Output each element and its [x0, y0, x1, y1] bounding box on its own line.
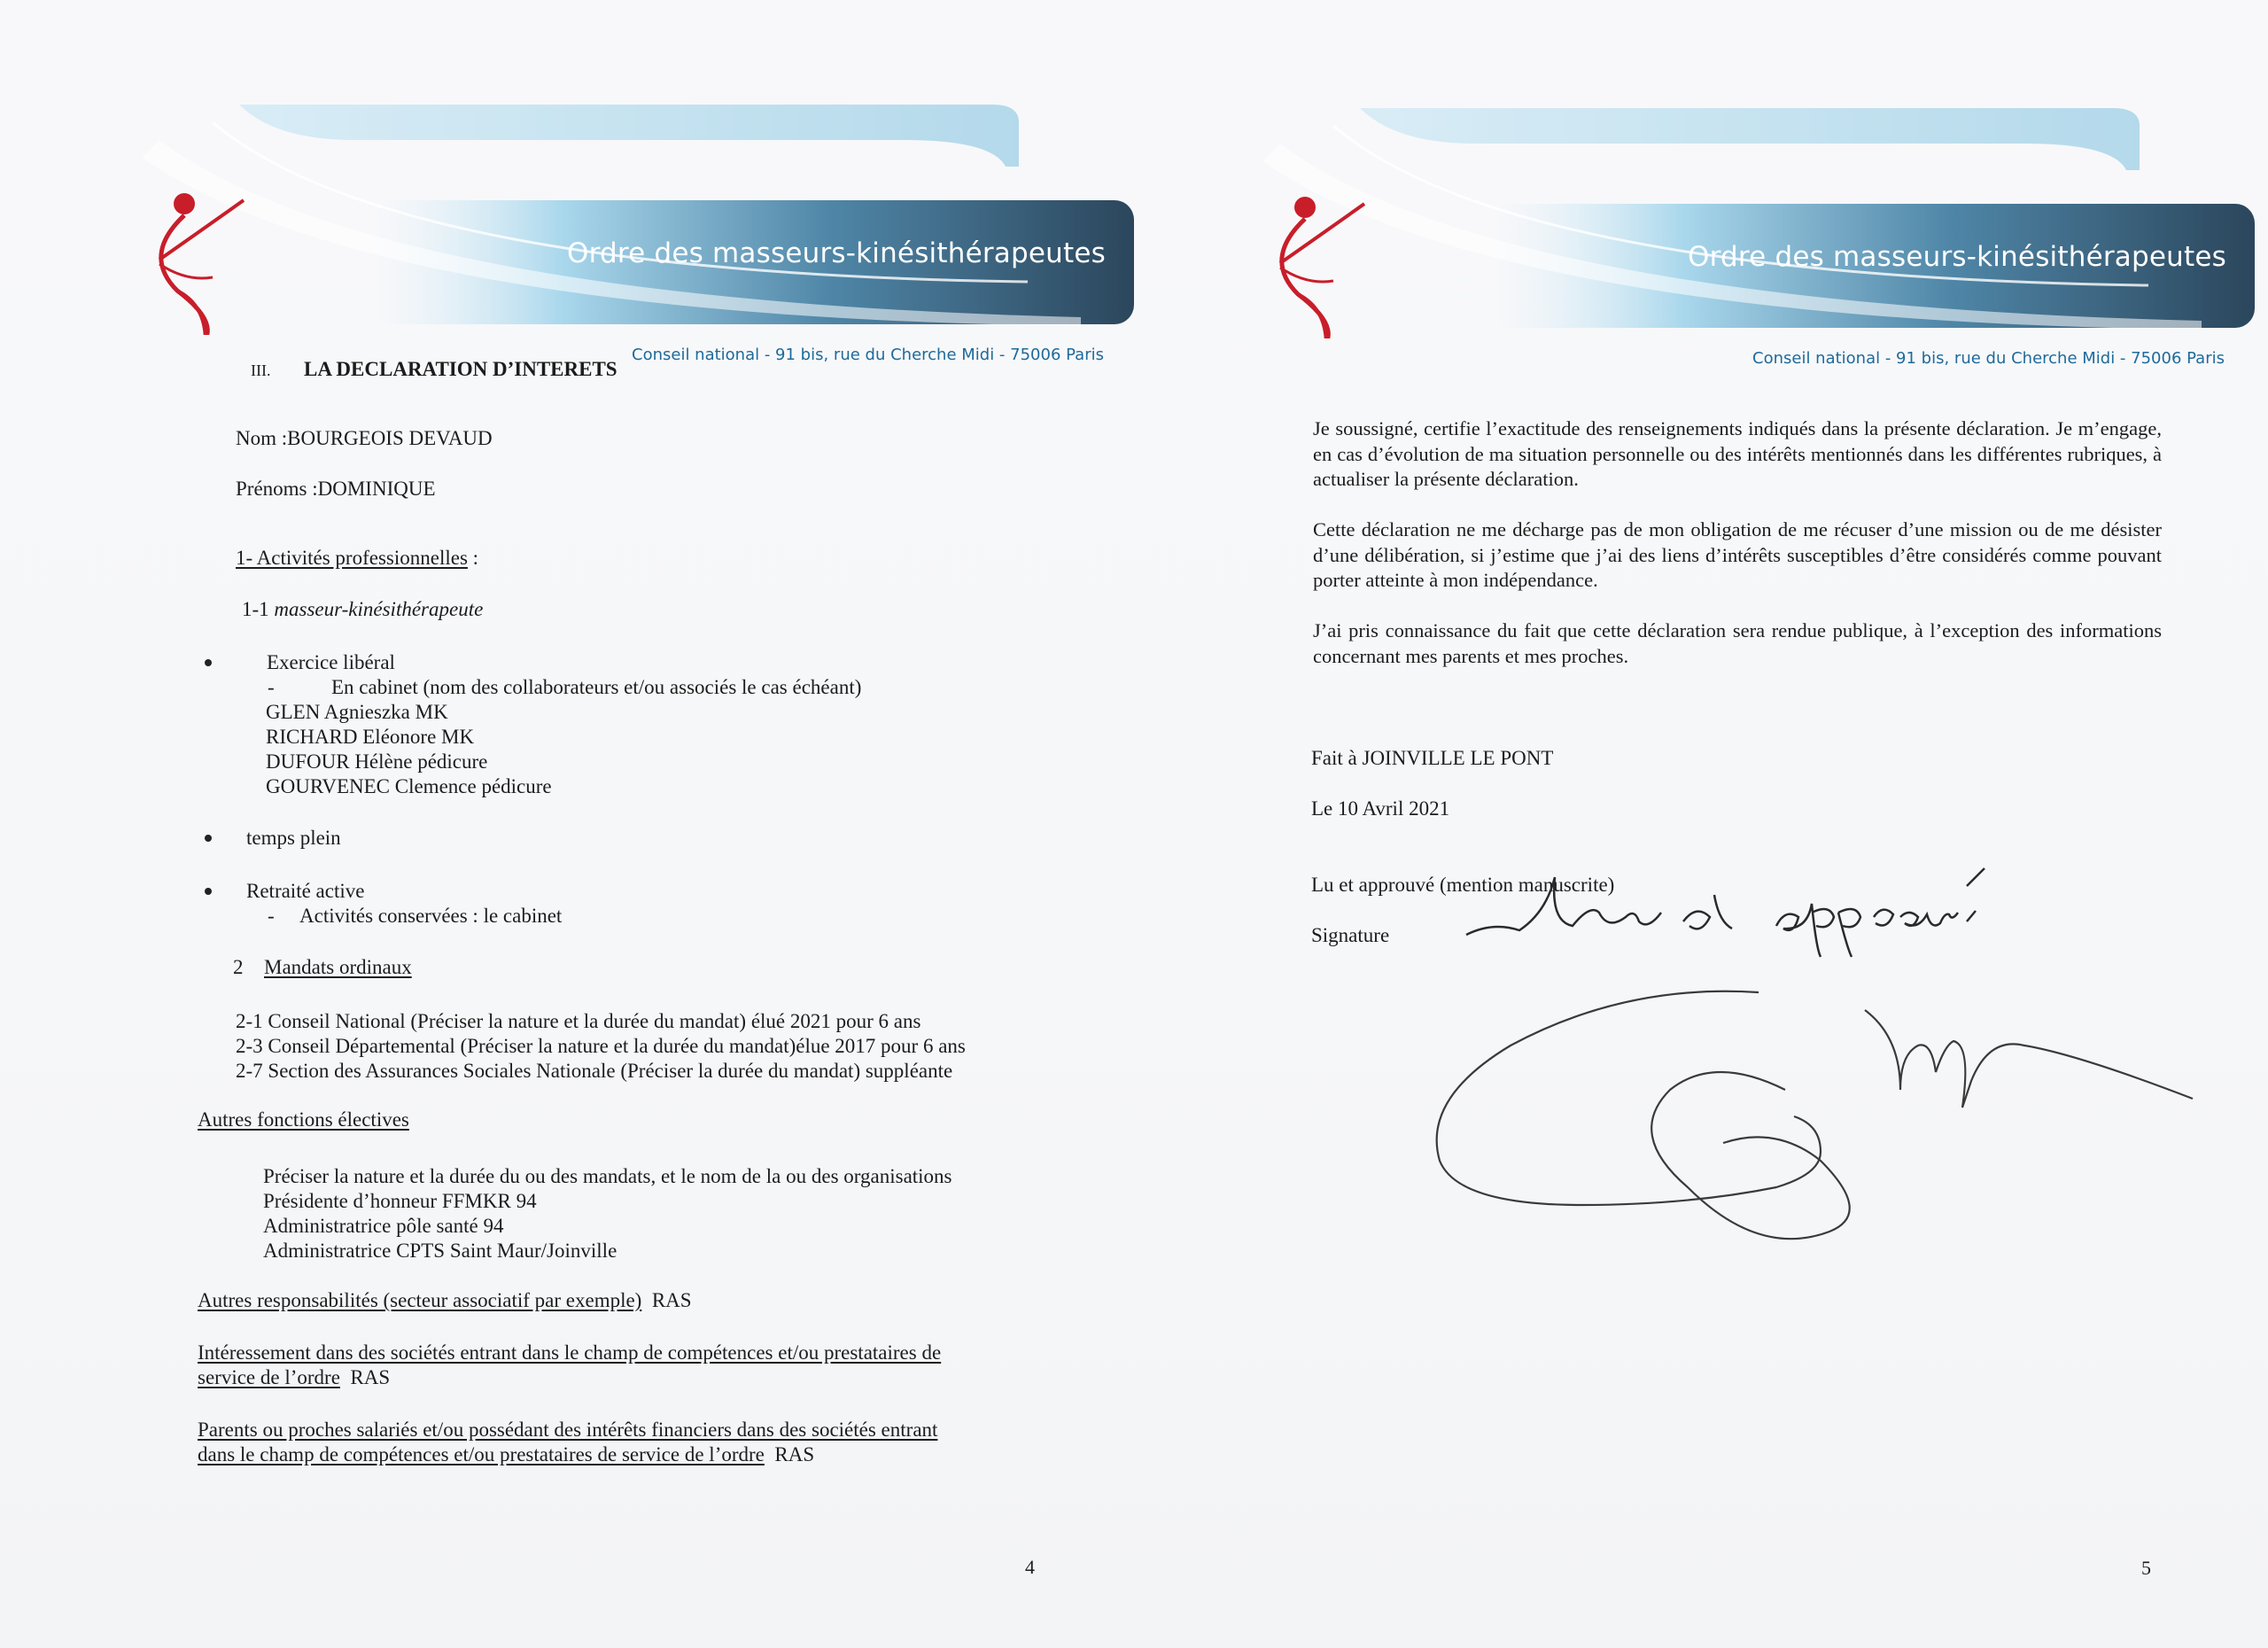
interessement-heading-end: service de l’ordre: [198, 1366, 340, 1388]
dash-marker: -: [268, 905, 275, 927]
autres-fonctions-heading: Autres fonctions électives: [198, 1108, 409, 1131]
header-banner: [106, 105, 1134, 364]
page-number: 5: [2141, 1557, 2151, 1579]
mandat-1: 2-1 Conseil National (Préciser la nature et la durée du mandat) élué 2021 pour 6 ans: [236, 1010, 921, 1032]
collaborateur-3: DUFOUR Hélène pédicure: [266, 750, 488, 773]
page-number: 4: [1025, 1556, 1035, 1578]
mandat-2: 2-3 Conseil Départemental (Préciser la nature et la durée du mandat)élue 2017 pour 6 ans: [236, 1035, 966, 1057]
banner-graphic: [1227, 108, 2255, 338]
prenoms-field: Prénoms :DOMINIQUE: [236, 478, 436, 500]
temps-plein: temps plein: [246, 827, 341, 849]
collaborateur-1: GLEN Agnieszka MK: [266, 701, 448, 723]
retraite-active: Retraité active: [246, 880, 365, 902]
lu-approuve-label: Lu et approuvé (mention manuscrite): [1311, 874, 1615, 896]
organization-title: Ordre des masseurs-kinésithérapeutes: [567, 237, 1106, 269]
mandats-heading: Mandats ordinaux: [264, 956, 412, 978]
profession-value: masseur-kinésithérapeute: [274, 598, 484, 620]
mandat-3: 2-7 Section des Assurances Sociales Nationale (Préciser la durée du mandat) suppléante: [236, 1060, 953, 1082]
bullet-icon: [205, 659, 212, 666]
autres-fonction-1: Préciser la nature et la durée du ou des mandats, et le nom de la ou des organisations: [263, 1165, 952, 1187]
parents-line-2: [198, 1442, 814, 1467]
organization-address: Conseil national - 91 bis, rue du Cherche Midi - 75006 Paris: [1752, 349, 2225, 368]
activites-conservees: Activités conservées : le cabinet: [299, 905, 563, 927]
parents-heading-end: dans le champ de compétences et/ou prestataires de service de l’ordre: [198, 1443, 765, 1465]
page-5: [1112, 53, 2246, 1639]
activites-heading-text: 1- Activités professionnelles: [236, 547, 468, 569]
autres-resp-heading: Autres responsabilités (secteur associatif par exemple): [198, 1289, 642, 1311]
certification-paragraph: Je soussigné, certifie l’exactitude des renseignements indiqués dans la présente déclaration. Je m’engage, en cas d’évolution de ma situation personnelle ou des intérêts mentionnés dans les différentes rubriques, à actualiser la présente déclaration.: [1313, 417, 2162, 490]
header-banner: [1227, 108, 2255, 368]
signature-image: [1404, 966, 2202, 1285]
fait-a: Fait à JOINVILLE LE PONT: [1311, 747, 1554, 769]
mandats-number: 2: [233, 956, 244, 978]
activites-heading: [236, 546, 478, 571]
organization-title: Ordre des masseurs-kinésithérapeutes: [1688, 241, 2226, 273]
cabinet-line: En cabinet (nom des collaborateurs et/ou associés le cas échéant): [331, 676, 862, 698]
autres-resp-value: RAS: [651, 1289, 692, 1311]
section-title: LA DECLARATION D’INTERETS: [304, 358, 617, 380]
interessement-line-1: Intéressement dans des sociétés entrant dans le champ de compétences et/ou prestataires de: [198, 1341, 942, 1364]
page-4: [0, 53, 1134, 1639]
activites-colon: :: [467, 547, 479, 569]
dash-marker: -: [268, 676, 275, 698]
collaborateur-2: RICHARD Eléonore MK: [266, 726, 475, 748]
banner-graphic: [106, 105, 1134, 335]
section-number: III.: [251, 361, 271, 379]
autres-responsabilites: [198, 1288, 692, 1313]
autres-fonction-3: Administratrice pôle santé 94: [263, 1215, 504, 1237]
bullet-icon: [205, 835, 212, 842]
bullet-icon: [205, 888, 212, 895]
collaborateur-4: GOURVENEC Clemence pédicure: [266, 775, 552, 797]
logo-icon: [1245, 197, 1364, 338]
handwritten-mention: [1457, 859, 2148, 966]
publication-paragraph: J’ai pris connaissance du fait que cette déclaration sera rendue publique, à l’exception des informations concernant mes parents et mes proches.: [1313, 619, 2162, 667]
profession-prefix: 1-1: [242, 598, 275, 620]
nom-field: Nom :BOURGEOIS DEVAUD: [236, 427, 493, 449]
parents-line-1: Parents ou proches salariés et/ou possédant des intérêts financiers dans des sociétés entrant: [198, 1419, 938, 1441]
exercice-liberal: Exercice libéral: [267, 651, 395, 673]
signature-label: Signature: [1311, 924, 1390, 946]
autres-fonction-4: Administratrice CPTS Saint Maur/Joinville: [263, 1240, 617, 1262]
logo-icon: [124, 193, 244, 335]
profession-line: [242, 597, 483, 622]
parents-value: RAS: [774, 1443, 815, 1465]
organization-address: Conseil national - 91 bis, rue du Cherche Midi - 75006 Paris: [632, 346, 1104, 364]
autres-fonction-2: Présidente d’honneur FFMKR 94: [263, 1190, 537, 1212]
interessement-line-2: [198, 1365, 390, 1390]
date-line: Le 10 Avril 2021: [1311, 797, 1450, 820]
recusal-paragraph: Cette déclaration ne me décharge pas de mon obligation de me récuser d’une mission ou de me désister d’une délibération, si j’estime que j’ai des liens d’intérêts susceptibles d’être considérés comme pouvant porter atteinte à mon indépendance.: [1313, 518, 2162, 591]
interessement-value: RAS: [350, 1366, 391, 1388]
